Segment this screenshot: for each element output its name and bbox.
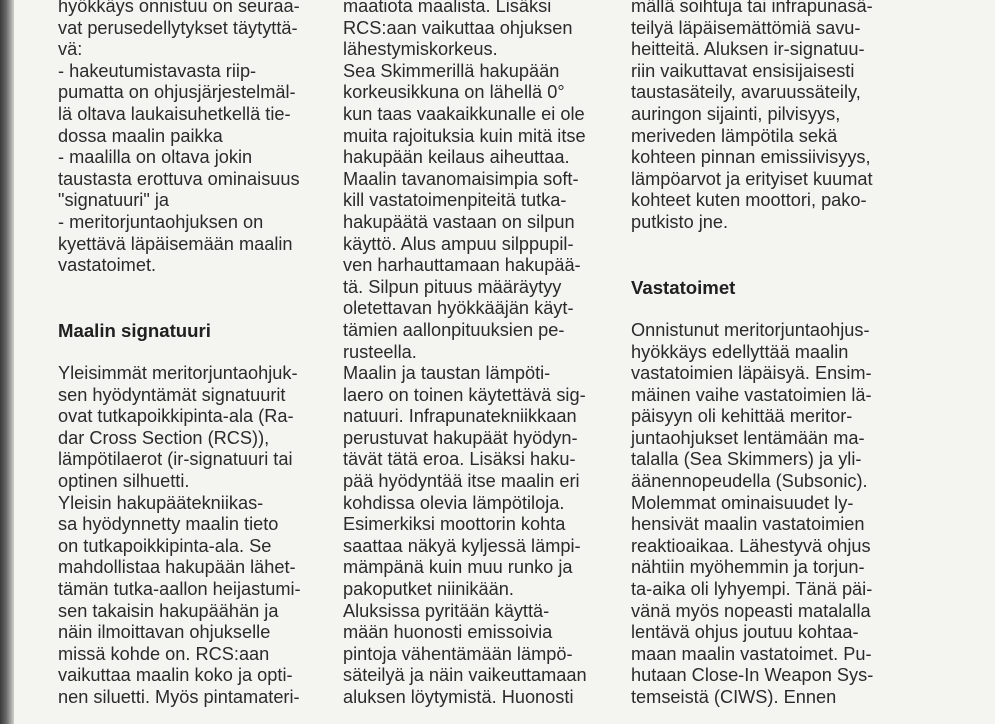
text-line: vat perusedellytykset täytyttä-	[58, 17, 298, 38]
text-line: oletettavan hyökkääjän käyt-	[343, 298, 574, 319]
text-line: nähtiin myöhemmin ja torjun-	[631, 557, 865, 578]
text-line: teilyä läpäisemättömiä savu-	[631, 17, 861, 38]
scan-edge-shadow	[0, 0, 14, 724]
text-line: dossa maalin paikka	[58, 125, 223, 146]
text-line: sen hyödyntämät signatuurit	[58, 384, 286, 405]
text-line: Maalin tavanomaisimpia soft-	[343, 168, 579, 189]
text-line: Sea Skimmerillä hakupään	[343, 60, 560, 81]
text-line: vä:	[58, 39, 83, 60]
text-line: sen takaisin hakupäähän ja	[58, 600, 279, 621]
text-line: Molemmat ominaisuudet ly-	[631, 492, 854, 513]
text-line: pakoputket niinikään.	[343, 579, 514, 600]
text-line: nen siluetti. Myös pintamateri-	[58, 687, 300, 707]
text-line: tävät tätä eroa. Lisäksi haku-	[343, 449, 576, 470]
text-column-right	[631, 0, 906, 709]
text-line: optinen silhuetti.	[58, 471, 190, 492]
text-line: missä kohde on. RCS:aan	[58, 643, 270, 664]
text-line: vastatoimet.	[58, 255, 157, 276]
text-line: mään huonosti emissoivia	[343, 622, 553, 643]
text-line: RCS:aan vaikuttaa ohjuksen	[343, 17, 573, 38]
text-line: vastatoimien läpäisyä. Ensim-	[631, 363, 872, 384]
text-line: saattaa näkyä kyljessä lämpi-	[343, 535, 581, 556]
text-line: tämän tutka-aallon heijastumi-	[58, 579, 301, 600]
text-line: tä. Silpun pituus määräytyy	[343, 276, 562, 297]
line-gap	[58, 298, 320, 320]
text-line: mahdollistaa hakupään lähet-	[58, 557, 296, 578]
text-line: riin vaikuttavat ensisijaisesti	[631, 60, 855, 81]
text-line: rusteella.	[343, 341, 417, 362]
text-line: heitteitä. Aluksen ir-signatuu-	[631, 39, 865, 60]
text-line: taustasäteily, avaruussäteily,	[631, 82, 861, 103]
text-line: meriveden lämpötila sekä	[631, 125, 838, 146]
line-gap	[631, 234, 906, 256]
text-line: korkeusikkuna on lähellä 0°	[343, 82, 565, 103]
text-line: Maalin ja taustan lämpöti-	[343, 363, 551, 384]
text-line: tämien aallonpituuksien pe-	[343, 319, 565, 340]
text-line: Yleisimmät meritorjuntaohjuk-	[58, 363, 298, 384]
text-line: äänennopeudella (Subsonic).	[631, 471, 868, 492]
text-line: vänä myös nopeasti matalalla	[631, 600, 871, 621]
text-line: pintoja vähentämään lämpö-	[343, 643, 573, 664]
text-line: kill vastatoimenpiteitä tutka-	[343, 190, 567, 211]
text-line: päisyyn oli kehittää meritor-	[631, 406, 853, 427]
line-gap	[58, 342, 320, 364]
text-line: lämpöarvot ja erityiset kuumat	[631, 168, 873, 189]
text-line: dar Cross Section (RCS)),	[58, 427, 270, 448]
text-line: talalla (Sea Skimmers) ja yli-	[631, 449, 862, 470]
text-line: ovat tutkapoikkipinta-ala (Ra-	[58, 406, 294, 427]
text-line: säteilyä ja näin vaikeuttamaan	[343, 665, 587, 686]
text-line: mällä soihtuja tai infrapunasä-	[631, 0, 873, 16]
text-line: hensivät maalin vastatoimien	[631, 514, 865, 535]
text-line: kyettävä läpäisemään maalin	[58, 233, 293, 254]
text-line: maan maalin vastatoimet. Pu-	[631, 643, 872, 664]
text-line: lä oltava laukaisuhetkellä tie-	[58, 103, 291, 124]
text-line: temseistä (CIWS). Ennen	[631, 687, 837, 707]
text-line: "signatuuri" ja	[58, 190, 169, 211]
text-line: ta-aika oli lyhyempi. Tänä päi-	[631, 579, 873, 600]
text-line: hyökkäys edellyttää maalin	[631, 341, 849, 362]
text-line: pää hyödyntää itse maalin eri	[343, 471, 580, 492]
text-line: lentävä ohjus joutuu kohtaa-	[631, 622, 859, 643]
text-line: näin ilmoittavan ohjukselle	[58, 622, 271, 643]
text-line: kohteet kuten moottori, pako-	[631, 190, 867, 211]
text-line: hyökkäys onnistuu on seuraa-	[58, 0, 300, 16]
text-line: on tutkapoikkipinta-ala. Se	[58, 535, 272, 556]
text-column-middle	[343, 0, 613, 709]
text-line: lämpötilaerot (ir-signatuuri tai	[58, 449, 293, 470]
text-line: käyttö. Alus ampuu silppupil-	[343, 233, 574, 254]
text-line: - meritorjuntaohjuksen on	[58, 211, 264, 232]
section-heading: Maalin signatuuri	[58, 319, 211, 341]
text-line: muita rajoituksia kuin mitä itse	[343, 125, 586, 146]
text-line: putkisto jne.	[631, 211, 729, 232]
text-line: aluksen löytymistä. Huonosti	[343, 687, 574, 707]
text-line: laero on toinen käytettävä sig-	[343, 384, 586, 405]
text-line: natuuri. Infrapunatekniikkaan	[343, 406, 577, 427]
text-line: juntaohjukset lentämään ma-	[631, 427, 865, 448]
text-line: taustasta erottuva ominaisuus	[58, 168, 300, 189]
text-line: hakupäätä vastaan on silpun	[343, 211, 575, 232]
text-line: auringon sijainti, pilvisyys,	[631, 103, 841, 124]
text-line: kohteen pinnan emissiivisyys,	[631, 147, 871, 168]
text-line: maatiota maalista. Lisäksi	[343, 0, 552, 16]
line-gap	[631, 298, 906, 320]
section-heading: Vastatoimet	[631, 276, 736, 298]
text-line: mäinen vaihe vastatoimien lä-	[631, 384, 872, 405]
text-line: perustuvat hakupäät hyödyn-	[343, 427, 578, 448]
text-line: ven harhauttamaan hakupää-	[343, 255, 581, 276]
text-line: mämpänä kuin muu runko ja	[343, 557, 573, 578]
line-gap	[58, 277, 320, 299]
text-line: vaikuttaa maalin koko ja opti-	[58, 665, 293, 686]
text-line: hakupään keilaus aiheuttaa.	[343, 147, 570, 168]
text-line: - hakeutumistavasta riip-	[58, 60, 257, 81]
text-line: Aluksissa pyritään käyttä-	[343, 600, 550, 621]
text-line: hutaan Close-In Weapon Sys-	[631, 665, 874, 686]
line-gap	[631, 255, 906, 277]
text-line: Yleisin hakupäätekniikas-	[58, 492, 264, 513]
text-line: Onnistunut meritorjuntaohjus-	[631, 319, 870, 340]
text-line: kohdissa olevia lämpötiloja.	[343, 492, 565, 513]
text-line: sa hyödynnetty maalin tieto	[58, 514, 279, 535]
text-column-left	[58, 0, 320, 709]
text-line: reaktioaikaa. Lähestyvä ohjus	[631, 535, 871, 556]
text-line: pumatta on ohjusjärjestelmäl-	[58, 82, 296, 103]
text-line: kun taas vaakaikkunalle ei ole	[343, 103, 585, 124]
text-line: - maalilla on oltava jokin	[58, 147, 253, 168]
text-line: Esimerkiksi moottorin kohta	[343, 514, 566, 535]
text-line: lähestymiskorkeus.	[343, 39, 498, 60]
